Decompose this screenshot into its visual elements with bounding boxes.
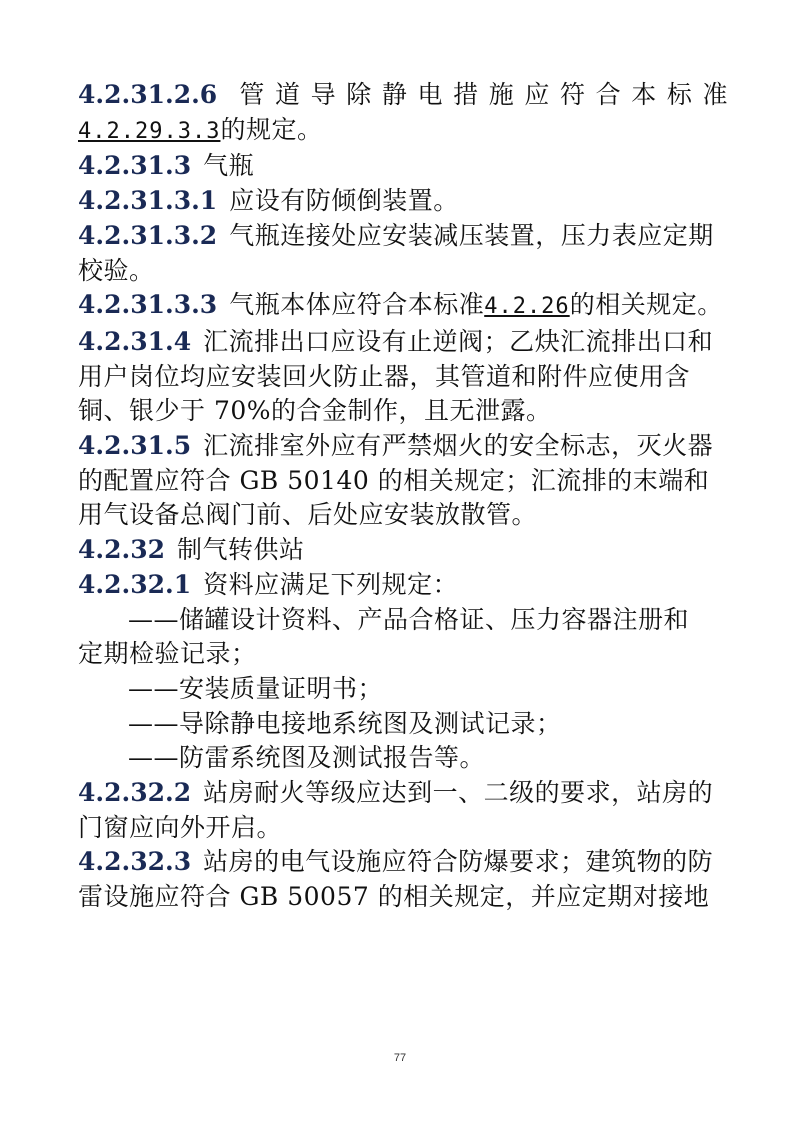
clause-text: 资料应满足下列规定： [203, 569, 459, 599]
text-line-14 [78, 533, 728, 568]
text-line-24 [78, 880, 728, 915]
clause-text: 管道导除静电措施应符合本标准 [229, 80, 728, 109]
clause-text: 用气设备总阀门前、后处应安装放散管。 [78, 500, 538, 530]
clause-number: 4.2.31.2.6 [78, 80, 218, 109]
clause-text: 的规定。 [220, 114, 323, 144]
text-line-17 [78, 637, 728, 672]
text-line-9 [78, 360, 728, 395]
clause-text: 气瓶本体应符合本标准 [229, 290, 485, 320]
clause-number: 4.2.32 [78, 535, 165, 565]
text-line-6 [78, 254, 728, 289]
clause-text: 站房耐火等级应达到一、二级的要求，站房的 [203, 778, 714, 808]
text-line-15 [78, 568, 728, 603]
clause-text: 铜、银少于 70%的合金制作，且无泄露。 [78, 396, 552, 426]
text-line-8 [78, 325, 728, 360]
text-line-22 [78, 811, 728, 846]
text-line-10 [78, 394, 728, 429]
clause-text: 气瓶 [203, 151, 255, 181]
clause-number: 4.2.31.3.3 [78, 290, 218, 320]
clause-text: 定期检验记录； [78, 639, 257, 669]
text-line-12 [78, 464, 728, 499]
text-line-2 [78, 113, 728, 150]
clause-number: 4.2.31.4 [78, 326, 192, 356]
clause-text: 汇流排室外应有严禁烟火的安全标志，灭火器 [203, 431, 714, 461]
text-line-7 [78, 288, 728, 325]
clause-number: 4.2.32.3 [78, 847, 192, 877]
clause-text: 的相关规定。 [569, 290, 723, 320]
clause-number: 4.2.31.3.1 [78, 186, 218, 216]
document-page [78, 78, 728, 915]
text-line-11 [78, 429, 728, 464]
page-number: 77 [393, 1052, 407, 1064]
clause-number: 4.2.31.3 [78, 151, 192, 181]
clause-text: 制气转供站 [177, 535, 305, 565]
text-line-18 [78, 672, 728, 707]
list-item-text: ——导除静电接地系统图及测试记录； [128, 708, 562, 738]
clause-number: 4.2.31.5 [78, 431, 192, 461]
clause-text: 用户岗位均应安装回火防止器，其管道和附件应使用含 [78, 361, 691, 391]
clause-text: 雷设施应符合 GB 50057 的相关规定，并应定期对接地 [78, 882, 710, 912]
clause-number: 4.2.31.3.2 [78, 220, 218, 250]
clause-text: 应设有防倾倒装置。 [229, 186, 459, 216]
text-line-13 [78, 498, 728, 533]
clause-text: 的配置应符合 GB 50140 的相关规定；汇流排的末端和 [78, 465, 710, 495]
clause-reference: 4.2.26 [484, 294, 570, 320]
text-line-4 [78, 184, 728, 219]
clause-number: 4.2.32.2 [78, 778, 192, 808]
list-item-text: ——储罐设计资料、产品合格证、压力容器注册和 [128, 604, 690, 634]
clause-text: 站房的电气设施应符合防爆要求；建筑物的防 [203, 847, 714, 877]
list-item-text: ——防雷系统图及测试报告等。 [128, 743, 486, 773]
list-item-text: ——安装质量证明书； [128, 673, 384, 703]
text-line-5 [78, 219, 728, 254]
text-line-23 [78, 845, 728, 880]
clause-text: 门窗应向外开启。 [78, 812, 283, 842]
text-line-19 [78, 707, 728, 742]
text-line-16 [78, 603, 728, 638]
clause-text: 气瓶连接处应安装减压装置，压力表应定期 [229, 220, 714, 250]
clause-reference: 4.2.29.3.3 [78, 118, 221, 144]
clause-text: 汇流排出口应设有止逆阀；乙炔汇流排出口和 [203, 326, 714, 356]
clause-number: 4.2.32.1 [78, 569, 192, 599]
text-line-21 [78, 776, 728, 811]
text-line-3 [78, 149, 728, 184]
text-line-1 [78, 78, 728, 113]
text-line-20 [78, 741, 728, 776]
clause-text: 校验。 [78, 255, 155, 285]
